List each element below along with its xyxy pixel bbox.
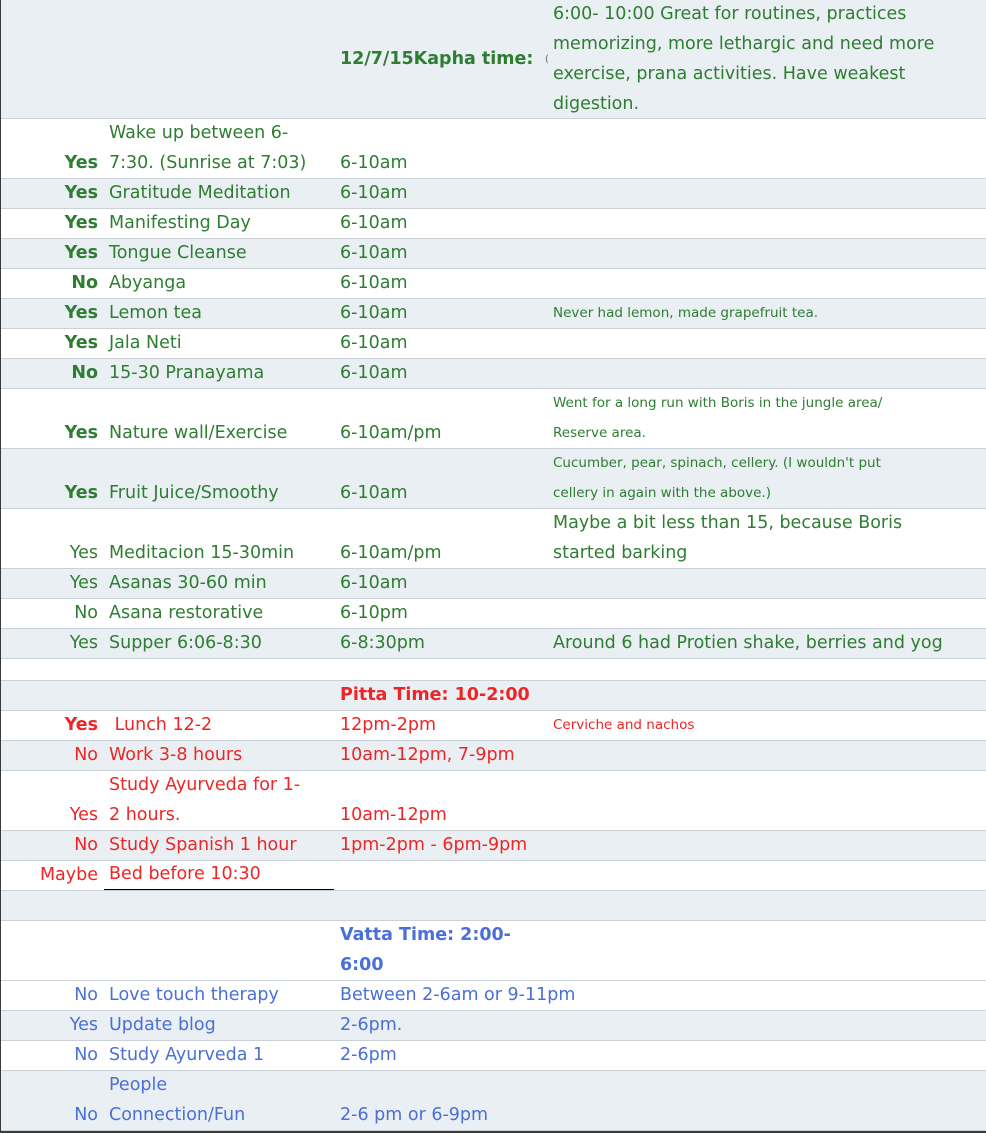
- time-cell[interactable]: [340, 1071, 550, 1130]
- kapha-description-line: exercise, prana activities. Have weakest: [553, 64, 906, 84]
- note-cell[interactable]: [553, 389, 986, 448]
- vatta-title-line: Vatta Time: 2:00-: [340, 925, 511, 945]
- kapha-header-row[interactable]: [1, 0, 986, 119]
- time-cell[interactable]: [340, 741, 550, 770]
- status-value: No: [71, 273, 98, 293]
- status-value: Yes: [69, 573, 98, 593]
- status-value: No: [74, 1105, 98, 1125]
- task-cell[interactable]: [109, 329, 334, 358]
- status-cell[interactable]: [1, 599, 98, 628]
- time-value: 2-6pm.: [340, 1015, 403, 1035]
- spacer-row[interactable]: [1, 891, 986, 921]
- time-value: 6-10pm: [340, 603, 408, 623]
- table-row[interactable]: [1, 119, 986, 179]
- task-cell[interactable]: [109, 119, 334, 178]
- status-cell[interactable]: [1, 861, 98, 890]
- task-label: Lunch 12-2: [109, 715, 213, 735]
- overflow-marker: (: [545, 54, 549, 65]
- time-cell[interactable]: [340, 119, 550, 178]
- task-cell[interactable]: [109, 981, 334, 1010]
- status-value: No: [74, 745, 98, 765]
- note-text: Maybe a bit less than 15, because Boris: [553, 513, 903, 533]
- time-cell[interactable]: [340, 359, 550, 388]
- status-cell[interactable]: [1, 299, 98, 328]
- time-cell[interactable]: [340, 1011, 550, 1040]
- status-value: Maybe: [39, 865, 98, 885]
- note-cell[interactable]: [553, 711, 986, 740]
- status-cell[interactable]: [1, 1071, 98, 1130]
- table-row[interactable]: [1, 329, 986, 359]
- task-cell[interactable]: [109, 269, 334, 298]
- status-cell[interactable]: [1, 119, 98, 178]
- table-row[interactable]: [1, 239, 986, 269]
- task-label: Tongue Cleanse: [109, 243, 247, 263]
- table-row[interactable]: [1, 389, 986, 449]
- table-row[interactable]: [1, 831, 986, 861]
- note-text: Went for a long run with Boris in the jungle area/: [553, 395, 883, 411]
- time-cell[interactable]: [340, 389, 550, 448]
- note-text: cellery in again with the above.): [553, 485, 772, 501]
- task-label: Manifesting Day: [109, 213, 251, 233]
- task-cell[interactable]: [109, 179, 334, 208]
- time-value: 10am-12pm: [340, 805, 447, 825]
- time-value: 6-10am: [340, 303, 408, 323]
- time-cell[interactable]: [340, 209, 550, 238]
- table-row[interactable]: [1, 1071, 986, 1131]
- task-label: Bed before 10:30: [109, 864, 261, 884]
- task-label: Gratitude Meditation: [109, 183, 291, 203]
- status-value: Yes: [69, 633, 98, 653]
- task-label: Meditacion 15-30min: [109, 543, 295, 563]
- task-cell[interactable]: [109, 1041, 334, 1070]
- spacer-row[interactable]: [1, 651, 986, 681]
- table-row[interactable]: [1, 179, 986, 209]
- task-label: Study Ayurveda 1: [109, 1045, 265, 1065]
- kapha-description[interactable]: [553, 0, 986, 118]
- time-cell[interactable]: [340, 239, 550, 268]
- task-label: Asana restorative: [109, 603, 264, 623]
- table-row[interactable]: [1, 509, 986, 569]
- status-value: Yes: [69, 1015, 98, 1035]
- task-label: 2 hours.: [109, 805, 181, 825]
- time-cell[interactable]: [340, 179, 550, 208]
- status-cell[interactable]: [1, 831, 98, 860]
- status-value: Yes: [64, 715, 98, 735]
- vatta-title-row[interactable]: [1, 921, 986, 981]
- note-cell[interactable]: [553, 509, 986, 568]
- time-value: 6-10am: [340, 153, 408, 173]
- time-cell[interactable]: [340, 269, 550, 298]
- status-cell[interactable]: [1, 1041, 98, 1070]
- time-value: 2-6 pm or 6-9pm: [340, 1105, 489, 1125]
- status-cell[interactable]: [1, 329, 98, 358]
- status-value: Yes: [64, 333, 98, 353]
- time-value: 10am-12pm, 7-9pm: [340, 745, 515, 765]
- pitta-title[interactable]: Pitta Time: 10-2:00: [340, 685, 530, 705]
- status-cell[interactable]: [1, 771, 98, 830]
- time-value: 6-10am: [340, 573, 408, 593]
- task-cell[interactable]: [109, 771, 334, 830]
- vatta-title[interactable]: [340, 921, 550, 980]
- status-cell[interactable]: [1, 179, 98, 208]
- task-cell[interactable]: [109, 741, 334, 770]
- table-row[interactable]: [1, 299, 986, 329]
- status-cell[interactable]: [1, 389, 98, 448]
- table-row[interactable]: [1, 711, 986, 741]
- vatta-title-line: 6:00: [340, 955, 384, 975]
- status-cell[interactable]: [1, 569, 98, 598]
- status-cell[interactable]: [1, 509, 98, 568]
- time-value: 6-10am: [340, 273, 408, 293]
- header-label: Kapha time:: [413, 49, 534, 69]
- kapha-description-line: digestion.: [553, 94, 640, 114]
- time-value: Between 2-6am or 9-11pm: [340, 985, 576, 1005]
- status-value: Yes: [64, 423, 98, 443]
- task-cell[interactable]: [109, 449, 334, 508]
- time-cell[interactable]: [340, 1041, 550, 1070]
- task-label: Abyanga: [109, 273, 187, 293]
- task-cell[interactable]: [109, 1071, 334, 1130]
- status-value: No: [74, 1045, 98, 1065]
- time-cell[interactable]: [340, 569, 550, 598]
- task-label: Fruit Juice/Smoothy: [109, 483, 279, 503]
- task-label: Jala Neti: [109, 333, 182, 353]
- status-cell[interactable]: [1, 239, 98, 268]
- status-cell[interactable]: [1, 711, 98, 740]
- task-label: Study Spanish 1 hour: [109, 835, 297, 855]
- time-value: 6-8:30pm: [340, 633, 425, 653]
- time-cell[interactable]: [340, 329, 550, 358]
- time-cell[interactable]: [340, 771, 550, 830]
- kapha-description-line: memorizing, more lethargic and need more: [553, 34, 935, 54]
- task-label: Supper 6:06-8:30: [109, 633, 262, 653]
- table-row[interactable]: [1, 1011, 986, 1041]
- header-date: 12/7/15: [340, 49, 414, 69]
- note-text: Reserve area.: [553, 425, 646, 441]
- table-row[interactable]: [1, 1041, 986, 1071]
- status-cell[interactable]: [1, 981, 98, 1010]
- time-cell[interactable]: [340, 599, 550, 628]
- task-cell[interactable]: [109, 239, 334, 268]
- table-row[interactable]: [1, 269, 986, 299]
- status-value: No: [74, 603, 98, 623]
- task-label: Wake up between 6-: [109, 123, 289, 143]
- table-row[interactable]: [1, 599, 986, 629]
- time-value: 6-10am: [340, 183, 408, 203]
- table-row[interactable]: [1, 741, 986, 771]
- time-value: 6-10am: [340, 363, 408, 383]
- status-value: Yes: [69, 805, 98, 825]
- task-label: Work 3-8 hours: [109, 745, 243, 765]
- task-cell[interactable]: [109, 389, 334, 448]
- status-cell[interactable]: [1, 449, 98, 508]
- table-row[interactable]: [1, 771, 986, 831]
- task-cell[interactable]: [109, 209, 334, 238]
- task-cell[interactable]: [109, 299, 334, 328]
- status-value: No: [74, 985, 98, 1005]
- task-label: Asanas 30-60 min: [109, 573, 267, 593]
- task-cell[interactable]: [109, 359, 334, 388]
- task-cell[interactable]: [109, 831, 334, 860]
- time-cell[interactable]: [340, 831, 550, 860]
- time-cell[interactable]: [340, 711, 550, 740]
- pitta-title-row[interactable]: [1, 681, 986, 711]
- task-label: Love touch therapy: [109, 985, 279, 1005]
- status-value: Yes: [64, 303, 98, 323]
- status-cell[interactable]: [1, 741, 98, 770]
- status-value: Yes: [64, 483, 98, 503]
- status-value: No: [71, 363, 98, 383]
- task-cell[interactable]: [109, 599, 334, 628]
- task-label: People: [109, 1075, 168, 1095]
- time-value: 1pm-2pm - 6pm-9pm: [340, 835, 528, 855]
- note-cell[interactable]: [553, 299, 986, 328]
- time-value: 12pm-2pm: [340, 715, 437, 735]
- task-label: Update blog: [109, 1015, 216, 1035]
- status-value: Yes: [64, 213, 98, 233]
- time-cell[interactable]: [340, 299, 550, 328]
- task-label: Study Ayurveda for 1-: [109, 775, 301, 795]
- table-row[interactable]: [1, 449, 986, 509]
- note-text: Cucumber, pear, spinach, cellery. (I wouldn't put: [553, 455, 881, 471]
- task-label: Connection/Fun: [109, 1105, 246, 1125]
- task-cell[interactable]: [104, 861, 334, 890]
- table-row[interactable]: [1, 861, 986, 891]
- note-text: Never had lemon, made grapefruit tea.: [553, 305, 819, 321]
- kapha-description-line: 6:00- 10:00 Great for routines, practices: [553, 4, 907, 24]
- status-cell[interactable]: [1, 269, 98, 298]
- task-cell[interactable]: [109, 711, 334, 740]
- note-text: Cerviche and nachos: [553, 717, 695, 733]
- task-cell[interactable]: [109, 1011, 334, 1040]
- table-row[interactable]: [1, 359, 986, 389]
- task-cell[interactable]: [109, 569, 334, 598]
- kapha-header-date-label[interactable]: [340, 0, 560, 118]
- status-cell[interactable]: [1, 359, 98, 388]
- status-value: Yes: [64, 243, 98, 263]
- time-value: 2-6pm: [340, 1045, 397, 1065]
- task-label: 7:30. (Sunrise at 7:03): [109, 153, 307, 173]
- time-value: 6-10am/pm: [340, 423, 442, 443]
- status-cell[interactable]: [1, 209, 98, 238]
- time-cell[interactable]: [340, 981, 576, 1010]
- table-row[interactable]: [1, 209, 986, 239]
- time-cell[interactable]: [340, 449, 550, 508]
- task-label: Nature wall/Exercise: [109, 423, 288, 443]
- time-value: 6-10am: [340, 213, 408, 233]
- time-value: 6-10am: [340, 483, 408, 503]
- note-text: started barking: [553, 543, 688, 563]
- status-value: Yes: [64, 183, 98, 203]
- status-value: No: [74, 835, 98, 855]
- task-label: 15-30 Pranayama: [109, 363, 265, 383]
- time-cell[interactable]: [340, 509, 550, 568]
- table-row[interactable]: [1, 981, 986, 1011]
- status-cell[interactable]: [1, 1011, 98, 1040]
- time-value: 6-10am: [340, 333, 408, 353]
- status-value: Yes: [64, 153, 98, 173]
- note-cell[interactable]: [553, 449, 986, 508]
- status-value: Yes: [69, 543, 98, 563]
- table-row[interactable]: [1, 569, 986, 599]
- note-text: Around 6 had Protien shake, berries and yog: [553, 633, 943, 653]
- task-label: Lemon tea: [109, 303, 202, 323]
- time-value: 6-10am/pm: [340, 543, 442, 563]
- task-cell[interactable]: [109, 509, 334, 568]
- time-cell[interactable]: [340, 861, 550, 890]
- time-value: 6-10am: [340, 243, 408, 263]
